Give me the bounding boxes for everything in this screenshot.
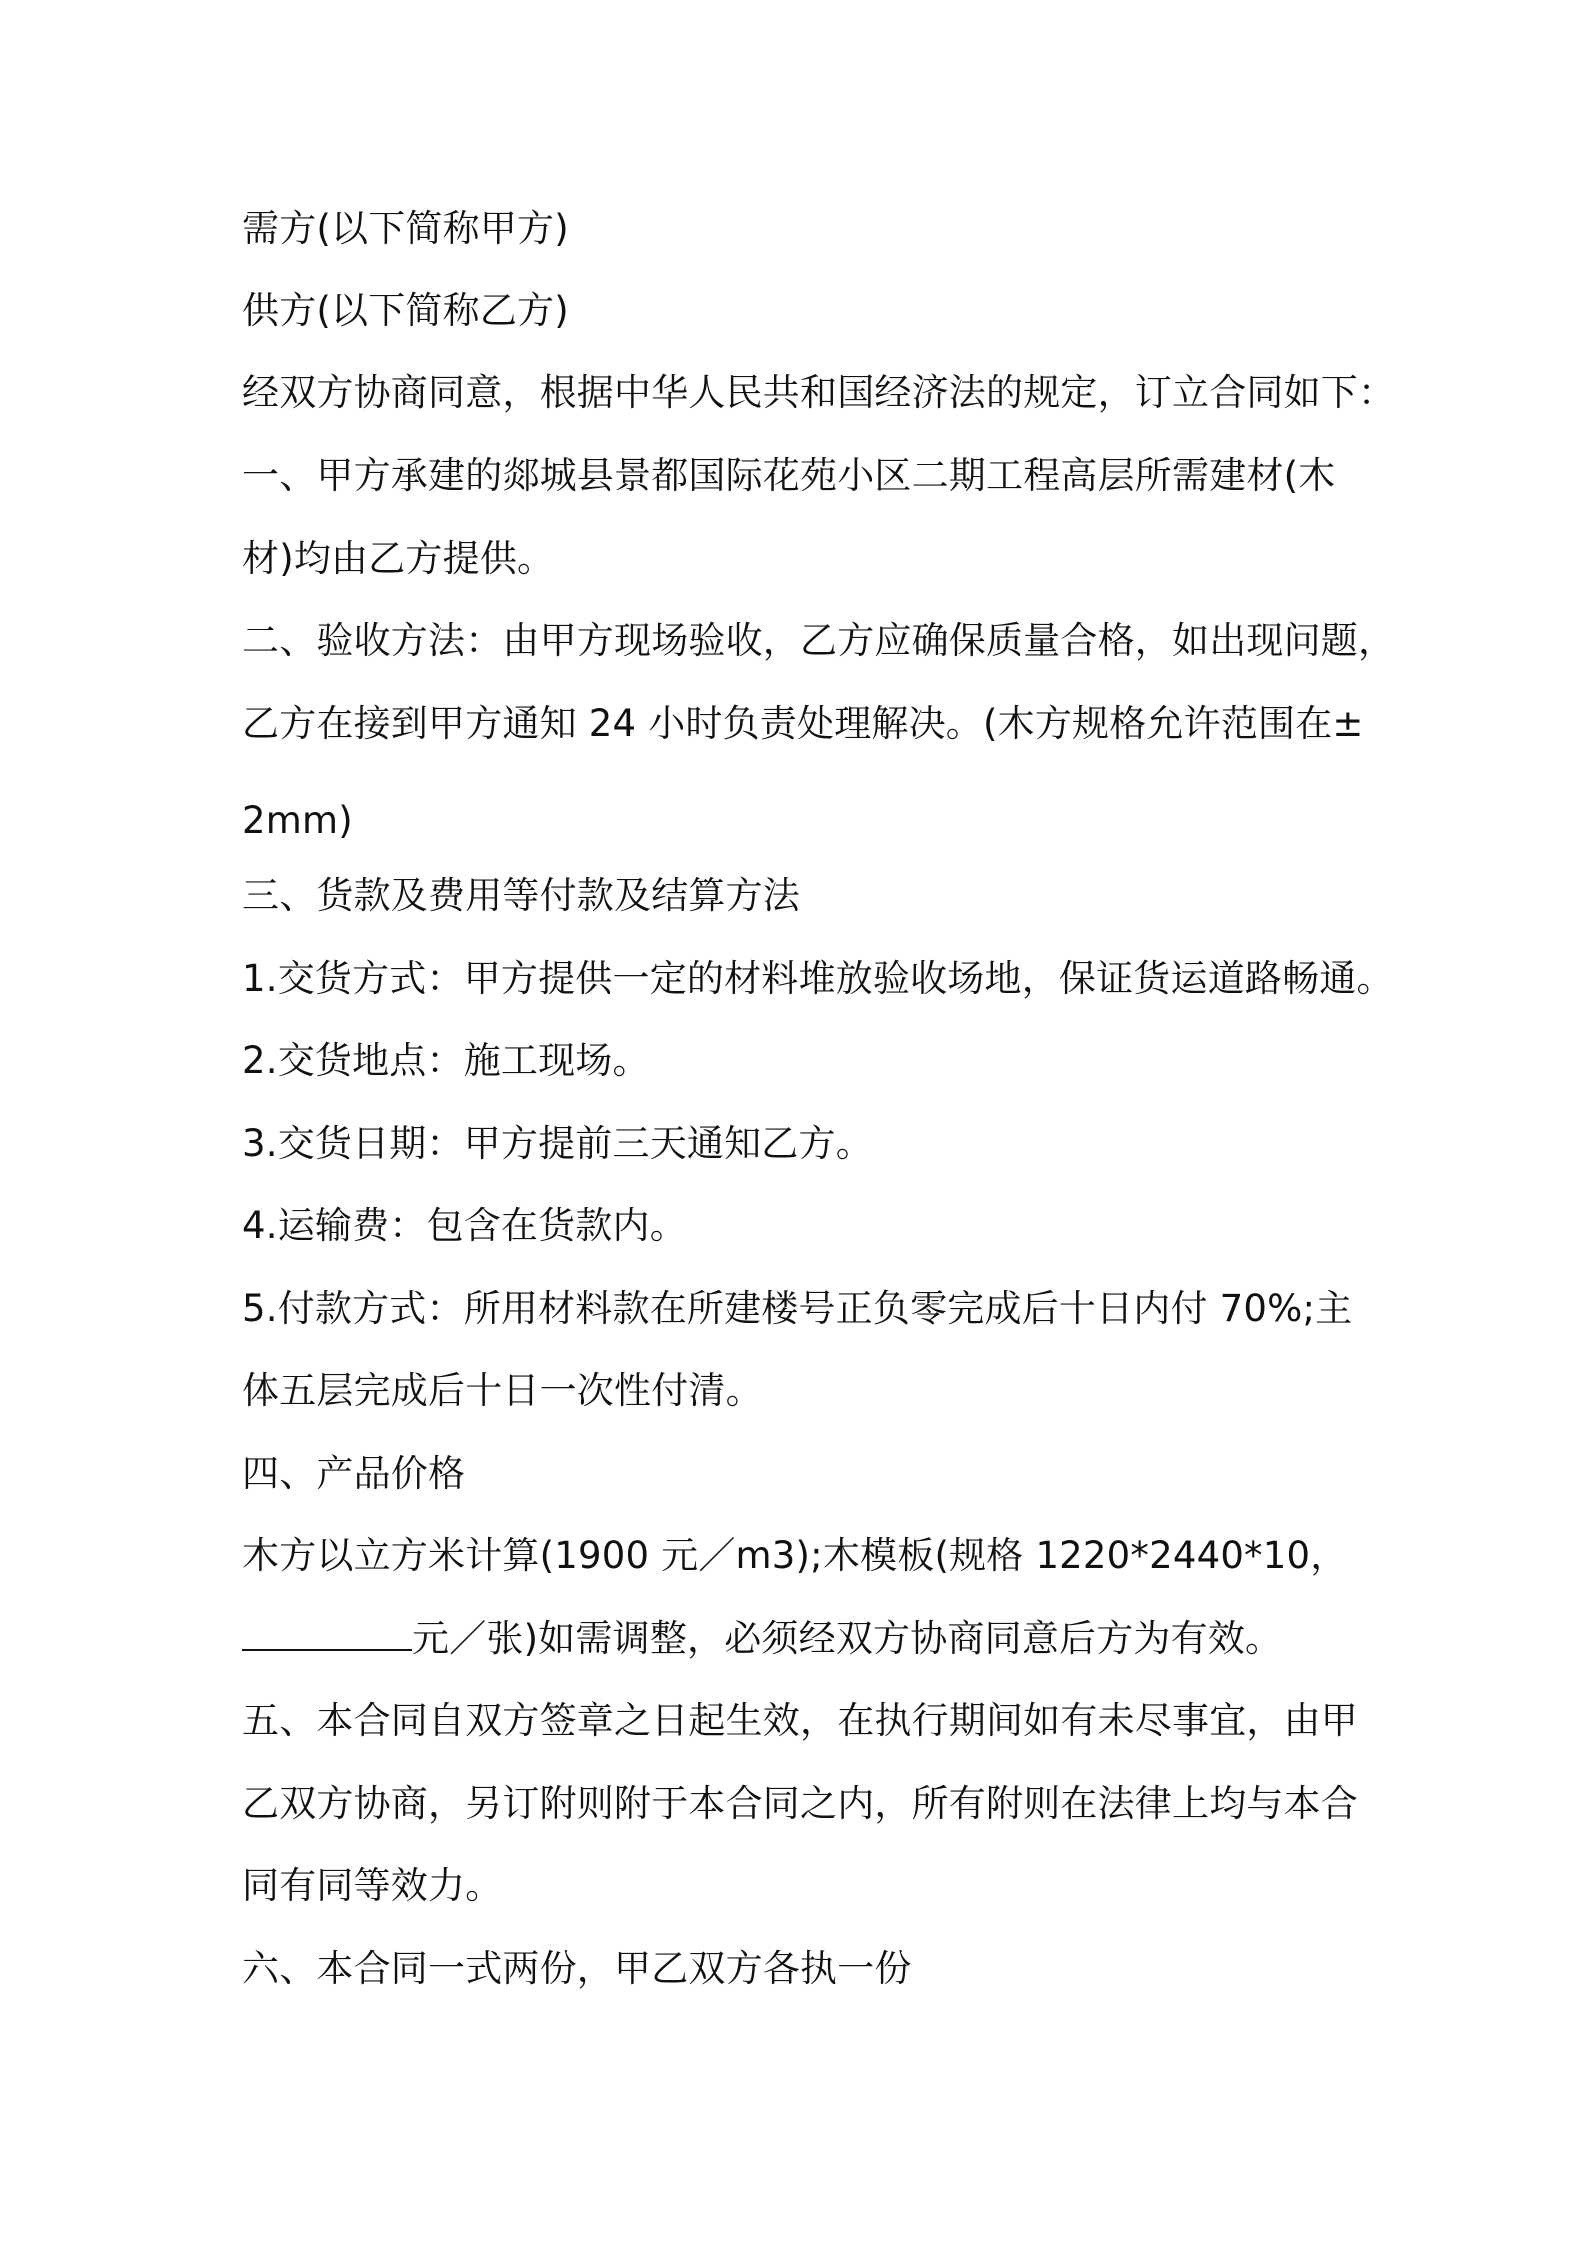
line-clause-1a: 一、甲方承建的郯城县景都国际花苑小区二期工程高层所需建材(木 [242, 454, 1336, 497]
line-clause-1b: 材)均由乙方提供。 [242, 537, 555, 580]
line-preamble: 经双方协商同意，根据中华人民共和国经济法的规定，订立合同如下： [242, 371, 1396, 414]
fill-in-blank [242, 1619, 412, 1651]
line-clause-5b: 乙双方协商，另订附则附于本合同之内，所有附则在法律上均与本合 [242, 1782, 1358, 1825]
line-clause-3-1: 1.交货方式：甲方提供一定的材料堆放验收场地，保证货运道路畅通。 [242, 957, 1394, 1000]
line-clause-3-2: 2.交货地点：施工现场。 [242, 1039, 650, 1082]
line-clause-6: 六、本合同一式两份，甲乙双方各执一份 [242, 1947, 912, 1990]
line-clause-3-5b: 体五层完成后十日一次性付清。 [242, 1369, 763, 1412]
line-clause-4b [242, 1615, 1362, 1663]
line-clause-5c: 同有同等效力。 [242, 1864, 503, 1907]
line-supplier: 供方(以下简称乙方) [242, 289, 569, 332]
line-clause-3-5a: 5.付款方式：所用材料款在所建楼号正负零完成后十日内付 70%;主 [242, 1287, 1353, 1330]
line-clause-2a: 二、验收方法：由甲方现场验收，乙方应确保质量合格，如出现问题， [242, 619, 1396, 662]
line-clause-2c: 2mm) [242, 799, 353, 842]
line-clause-5a: 五、本合同自双方签章之日起生效，在执行期间如有未尽事宜，由甲 [242, 1699, 1358, 1742]
line-clause-2b: 乙方在接到甲方通知 24 小时负责处理解决。(木方规格允许范围在± [242, 702, 1364, 745]
line-clause-4-title: 四、产品价格 [242, 1452, 466, 1495]
line-clause-3-3: 3.交货日期：甲方提前三天通知乙方。 [242, 1122, 873, 1165]
line-clause-4a: 木方以立方米计算(1900 元／m3);木模板(规格 1220*2440*10， [242, 1534, 1348, 1577]
line-clause-4b-text: 元／张)如需调整，必须经双方协商同意后方为有效。 [412, 1617, 1283, 1660]
line-clause-3-4: 4.运输费：包含在货款内。 [242, 1204, 687, 1247]
line-buyer: 需方(以下简称甲方) [242, 207, 569, 250]
line-clause-3-title: 三、货款及费用等付款及结算方法 [242, 874, 800, 917]
